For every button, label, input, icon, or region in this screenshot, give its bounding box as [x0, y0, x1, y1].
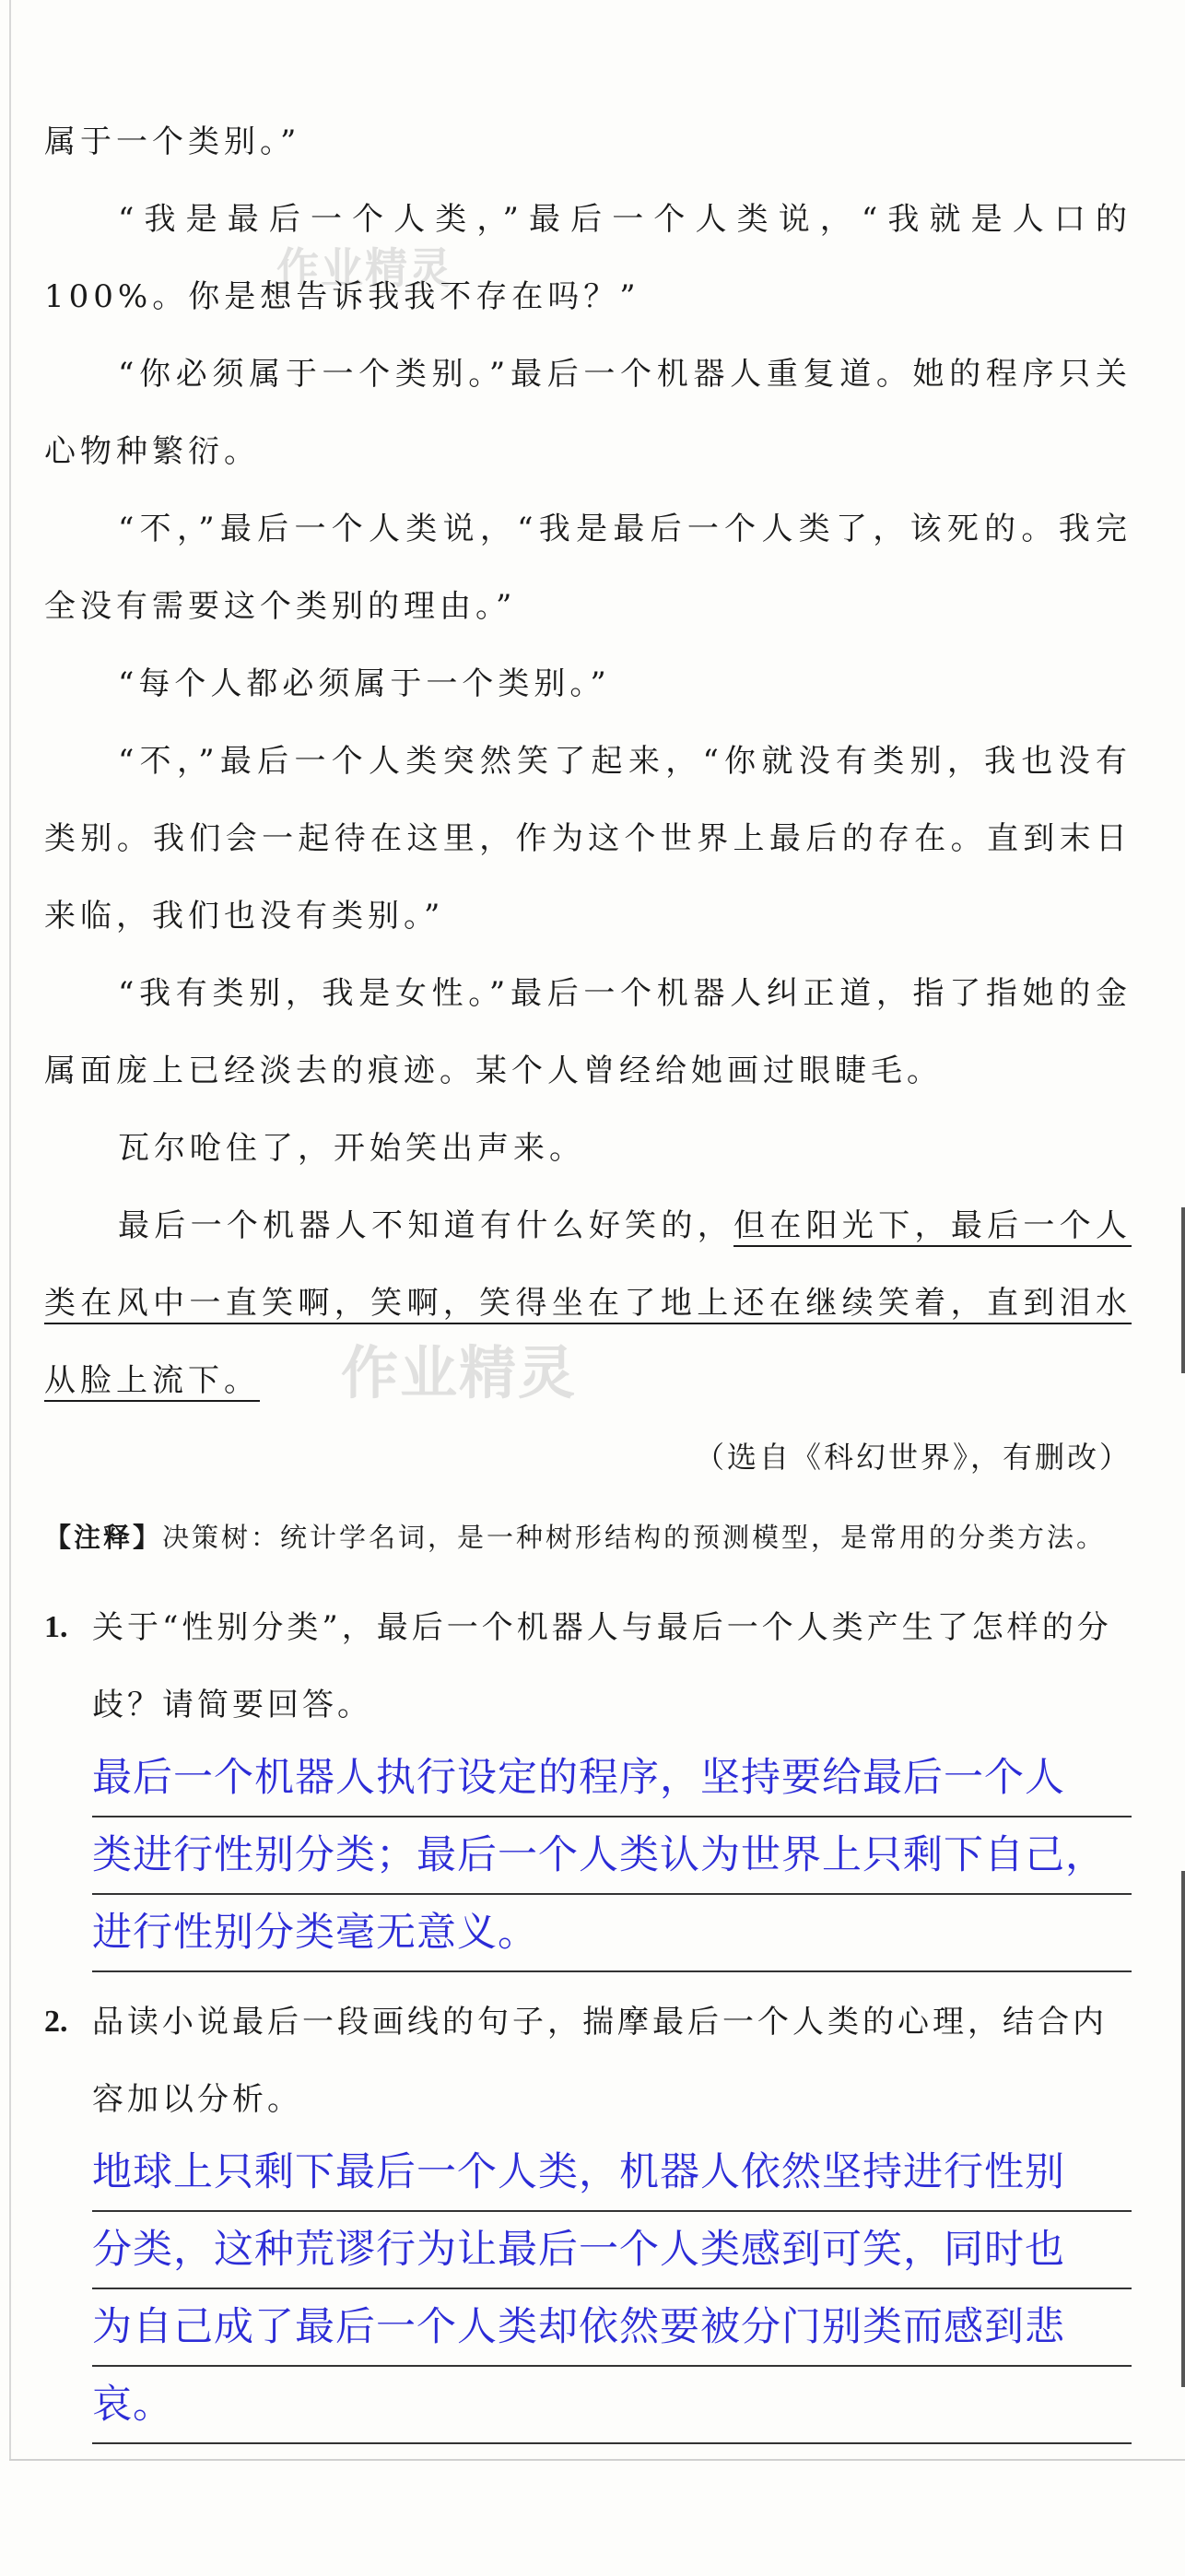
answer-area [92, 2135, 1132, 2444]
edge-mark [1181, 1207, 1185, 1373]
story-paragraph: “我有类别，我是女性。”最后一个机器人纠正道，指了指她的金属面庞上已经淡去的痕迹。某个人曾经给她画过眼睫毛。 [44, 975, 1132, 1089]
underlined-sentence: 但在阳光下，最后一个人类在风中一直笑啊，笑啊，笑得坐在了地上还在继续笑着，直到泪水从脸上流下。 [44, 1207, 1132, 1399]
story-paragraph: 瓦尔呛住了，开始笑出声来。 [118, 1130, 585, 1167]
annotation-note [44, 1497, 1132, 1578]
answer-line: 进行性别分类毫无意义。 [92, 1895, 1132, 1972]
page-bottom-rule [9, 2459, 1185, 2461]
question-2 [44, 1983, 1132, 2444]
story-paragraph: 属于一个类别。” [44, 124, 301, 160]
answer-line: 哀。 [92, 2367, 1132, 2444]
edge-mark [1181, 1871, 1185, 2387]
story-paragraph: “你必须属于一个类别。”最后一个机器人重复道。她的程序只关心物种繁衍。 [44, 356, 1132, 470]
answer-area [92, 1740, 1132, 1972]
story-paragraph: “不，”最后一个人类说，“我是最后一个人类了，该死的。我完全没有需要这个类别的理由。” [44, 511, 1132, 625]
story-paragraph: “每个人都必须属于一个类别。” [118, 665, 611, 702]
source-citation: （选自《科幻世界》，有删改） [694, 1440, 1132, 1475]
last-paragraph-plain: 最后一个机器人不知道有什么好笑的， [118, 1207, 734, 1244]
question-number: 1. [44, 1610, 68, 1644]
answer-line: 最后一个机器人执行设定的程序，坚持要给最后一个人 [92, 1740, 1132, 1817]
answer-line: 分类，这种荒谬行为让最后一个人类感到可笑，同时也 [92, 2212, 1132, 2289]
answer-line: 为自己成了最后一个人类却依然要被分门别类而感到悲 [92, 2289, 1132, 2367]
question-1 [44, 1589, 1132, 1972]
watermark: 作业精灵 [341, 1339, 578, 1406]
note-text: 决策树：统计学名词，是一种树形结构的预测模型，是常用的分类方法。 [162, 1522, 1107, 1553]
story-paragraph: “不，”最后一个人类突然笑了起来，“你就没有类别，我也没有类别。我们会一起待在这里，作为这个世界上最后的存在。直到末日来临，我们也没有类别。” [44, 743, 1132, 935]
question-text: 品读小说最后一段画线的句子，揣摩最后一个人类的心理，结合内容加以分析。 [92, 2004, 1108, 2118]
note-label: 【注释】 [44, 1522, 163, 1553]
question-text: 关于“性别分类”，最后一个机器人与最后一个人类产生了怎样的分歧？请简要回答。 [92, 1609, 1112, 1723]
document-page [44, 103, 1132, 2444]
page-left-rule [9, 0, 11, 2461]
story-text [44, 103, 1132, 1488]
story-last-paragraph [44, 1187, 1132, 1419]
answer-line: 类进行性别分类；最后一个人类认为世界上只剩下自己， [92, 1817, 1132, 1895]
question-number: 2. [44, 2005, 68, 2039]
story-paragraph: “我是最后一个人类，”最后一个人类说，“我就是人口的100%。你是想告诉我我不存在吗？” [44, 201, 1132, 315]
watermark: 作业精灵 [276, 243, 453, 293]
answer-line: 地球上只剩下最后一个人类，机器人依然坚持进行性别 [92, 2135, 1132, 2212]
